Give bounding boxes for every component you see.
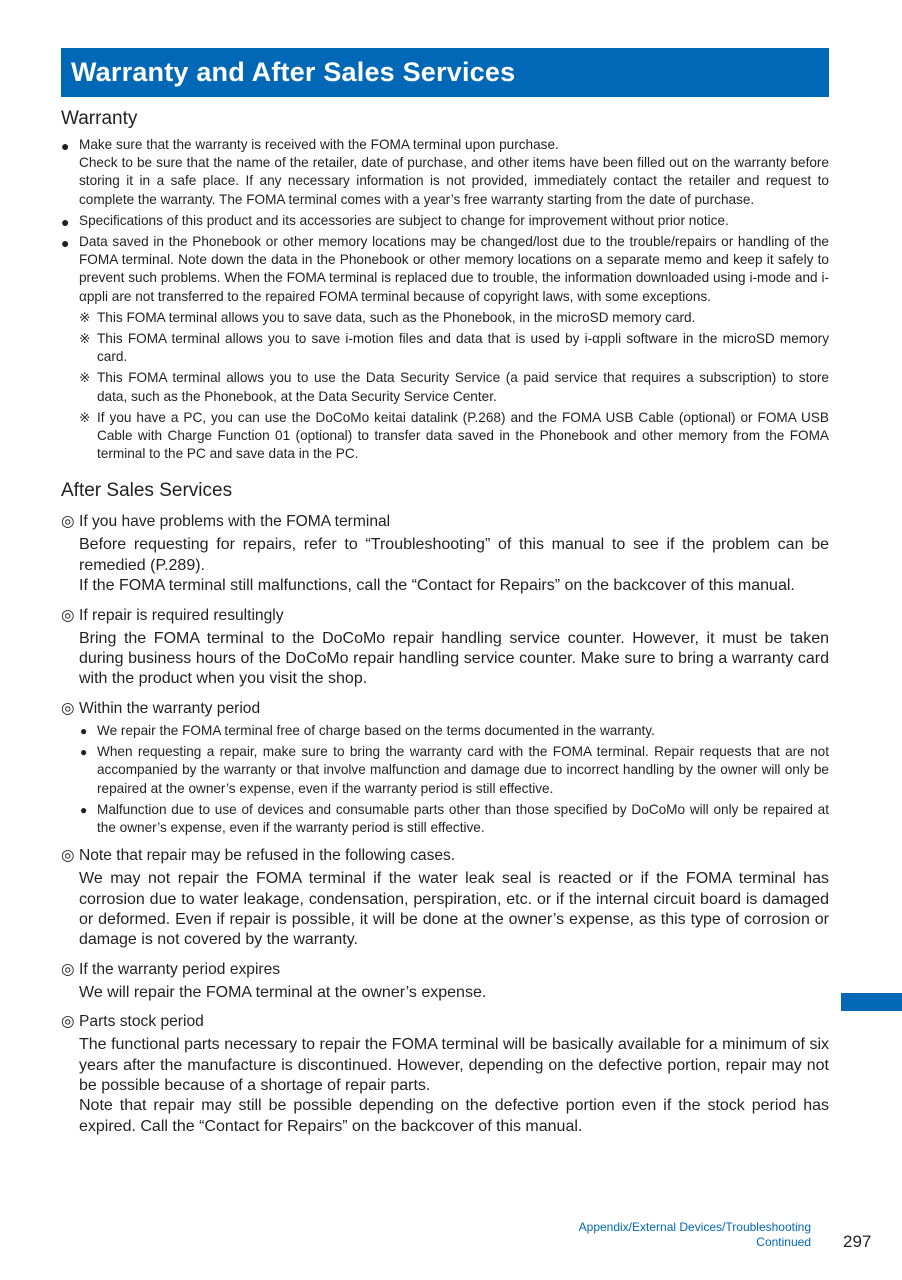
section-title (61, 960, 829, 980)
dot-marker: ● (80, 802, 88, 817)
dot-marker: ● (80, 723, 88, 738)
section-marker: ◎ (61, 960, 75, 978)
section-title-text: If the warranty period expires (79, 960, 281, 978)
section-marker: ◎ (61, 699, 75, 717)
section-paragraph: Note that repair may still be possible depending on the defective portion even if the stock period has expired. Call the “Contact for Repairs” on the backcover of this manual. (79, 1097, 829, 1135)
section-repair-required (61, 606, 829, 690)
bullet-text: Specifications of this product and its accessories are subject to change for improvement without prior notice. (79, 212, 729, 228)
dot-marker: ● (80, 745, 88, 760)
section-paragraph: We may not repair the FOMA terminal if the water leak seal is reacted or if the FOMA terminal has corrosion due to water leakage, condensation, perspiration, etc. or if the internal circuit board is damaged or deformed. Even if repair is possible, it will be done at the owner’s expense, as this type of corrosion or damage is not covered by the warranty. (79, 870, 829, 949)
section-warranty-expires (61, 960, 829, 1003)
section-marker: ◎ (61, 606, 75, 624)
section-body (61, 983, 829, 1003)
footer-section-path: Appendix/External Devices/Troubleshooting (578, 1220, 811, 1234)
list-item-text: Malfunction due to use of devices and consumable parts other than those specified by DoCoMo will only be repaired at the owner’s expense, even if the warranty period is still effective. (97, 801, 829, 835)
bullet-marker: ● (61, 138, 70, 154)
bullet-text: Data saved in the Phonebook or other memory locations may be changed/lost due to the trouble/repairs or handling of the FOMA terminal. Note down the data in the Phonebook or other memory locations on a separate memo and keep it safely to prevent such problems. When the FOMA terminal is replaced due to trouble, the information downloaded using i-mode and i-αppli are not transferred to the repaired FOMA terminal because of copyright laws, with some exceptions. (79, 234, 829, 304)
bullet-text: Make sure that the warranty is received with the FOMA terminal upon purchase. (79, 137, 559, 152)
list-item-text: We repair the FOMA terminal free of charge based on the terms documented in the warranty. (97, 722, 655, 738)
section-title-text: If you have problems with the FOMA terminal (79, 513, 391, 531)
footer (579, 1220, 811, 1250)
section-title-text: If repair is required resultingly (79, 606, 284, 624)
section-title-text: Note that repair may be refused in the following cases. (79, 847, 456, 865)
list-item (61, 801, 829, 837)
section-title-text: Within the warranty period (79, 699, 261, 717)
section-marker: ◎ (61, 847, 75, 865)
note-marker: ※ (79, 370, 91, 386)
section-paragraph: We will repair the FOMA terminal at the owner’s expense. (79, 983, 487, 1001)
main-content (61, 106, 829, 1146)
warranty-heading: Warranty (61, 108, 138, 129)
note-text: This FOMA terminal allows you to use the Data Security Service (a paid service that requires a subscription) to store data, such as the Phonebook, at the Data Security Service Center. (97, 370, 829, 404)
list-item (61, 722, 829, 740)
section-title (61, 846, 829, 866)
section-paragraph: Before requesting for repairs, refer to “Troubleshooting” of this manual to see if the problem can be remedied (P.289). (79, 536, 829, 574)
bullet-marker: ● (61, 235, 70, 252)
warranty-bullet (61, 233, 829, 306)
page-title: Warranty and After Sales Services (71, 57, 516, 87)
bullet-marker: ● (61, 213, 70, 230)
section-title (61, 1012, 829, 1032)
note-text: If you have a PC, you can use the DoCoMo keitai datalink (P.268) and the FOMA USB Cable (optional) or FOMA USB Cable with Charge Function 01 (optional) to transfer data saved in the Phonebook and other memory from the FOMA terminal to the PC and save data in the PC. (97, 409, 829, 462)
note-text: This FOMA terminal allows you to save data, such as the Phonebook, in the microSD memory card. (97, 309, 696, 325)
list-item (61, 743, 829, 798)
section-marker: ◎ (61, 513, 75, 531)
section-title (61, 606, 829, 626)
section-refusal (61, 846, 829, 951)
footer-continued: Continued (756, 1235, 811, 1249)
section-paragraph: If the FOMA terminal still malfunctions, call the “Contact for Repairs” on the backcover of this manual. (79, 577, 795, 595)
page-title-banner (61, 48, 829, 97)
note-marker: ※ (79, 309, 91, 325)
section-body (61, 535, 829, 596)
section-paragraph: The functional parts necessary to repair the FOMA terminal will be basically available for a minimum of six years after the manufacture is discontinued. However, depending on the defective portion, repair may not be possible because of a shortage of repair parts. (79, 1036, 829, 1094)
section-body (61, 629, 829, 690)
warranty-note (61, 409, 829, 464)
section-title-text: Parts stock period (79, 1013, 204, 1031)
page-number: 297 (843, 1232, 872, 1251)
section-title (61, 699, 829, 719)
bullet-text: Check to be sure that the name of the retailer, date of purchase, and other items have been filled out on the warranty before storing it in a safe place. If any necessary information is not provided, immediately contact the retailer and request to complete the warranty. The FOMA terminal comes with a year’s free warranty starting from the date of purchase. (79, 155, 829, 207)
section-body (61, 869, 829, 951)
warranty-bullet (61, 212, 829, 230)
note-marker: ※ (79, 331, 91, 347)
list-item-text: When requesting a repair, make sure to bring the warranty card with the FOMA terminal. Repair requests that are not accompanied by the warranty or that involve malfunction and damage due to incorrect handling by the owner will only be repaired at the owner’s expense, even if the warranty period is still effective. (97, 744, 829, 796)
note-text: This FOMA terminal allows you to save i-motion files and data that is used by i-αppli software in the microSD memory card. (97, 331, 829, 365)
section-marker: ◎ (61, 1013, 75, 1031)
section-paragraph: Bring the FOMA terminal to the DoCoMo repair handling service counter. However, it must be taken during business hours of the DoCoMo repair handling service counter. Make sure to bring a warranty card with the product when you visit the shop. (79, 629, 829, 688)
section-problems (61, 512, 829, 596)
after-sales-heading: After Sales Services (61, 480, 233, 502)
section-body (61, 1035, 829, 1137)
warranty-note (61, 369, 829, 405)
warranty-bullet (61, 136, 829, 209)
section-parts-stock (61, 1012, 829, 1137)
section-title (61, 512, 829, 532)
warranty-note (61, 330, 829, 366)
note-marker: ※ (79, 409, 91, 425)
section-within-warranty (61, 699, 829, 837)
chapter-side-tab (841, 993, 902, 1011)
warranty-note (61, 309, 829, 327)
